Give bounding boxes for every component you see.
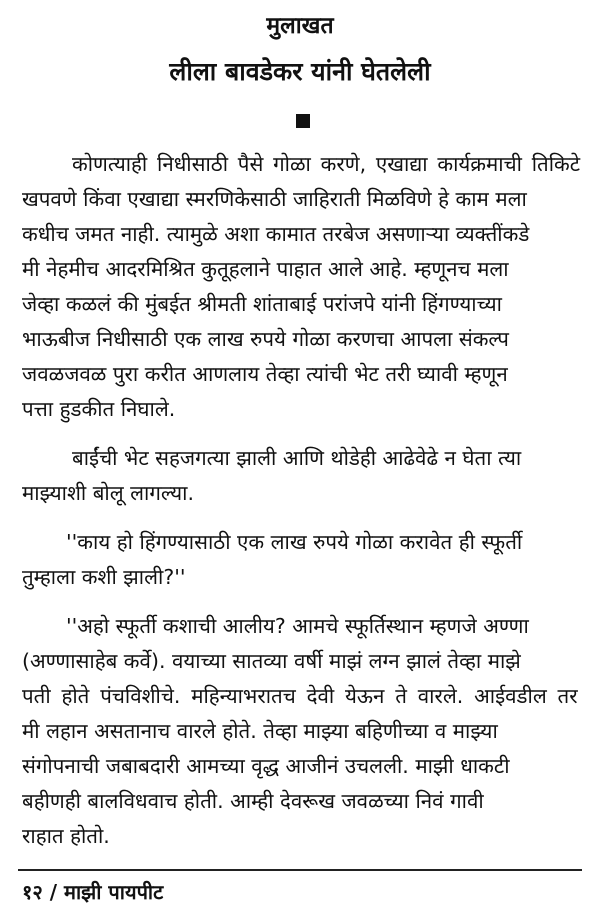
- body-line: कोणत्याही निधीसाठी पैसे गोळा करणे, एखाद्या कार्यक्रमाची तिकिटे: [72, 152, 581, 176]
- body-line: पती होते पंचविशीचे. महिन्याभरातच देवी येऊन ते वारले. आईवडील तर: [22, 684, 578, 708]
- body-line: भाऊबीज निधीसाठी एक लाख रुपये गोळा करणचा आपला संकल्प: [22, 327, 509, 351]
- body-line: खपवणे किंवा एखाद्या स्मरणिकेसाठी जाहिराती मिळविणे हे काम मला: [22, 187, 527, 211]
- page-title: मुलाखत: [266, 13, 334, 39]
- body-line: मी लहान असतानाच वारले होते. तेव्हा माझ्या बहिणीच्या व माझ्या: [22, 719, 498, 743]
- section-ornament: [296, 114, 310, 128]
- body-line: माझ्याशी बोलू लागल्या.: [22, 481, 194, 505]
- page-subtitle: लीला बावडेकर यांनी घेतलेली: [169, 57, 431, 86]
- body-line: मी नेहमीच आदरमिश्रित कुतूहलाने पाहात आले आहे. म्हणूनच मला: [22, 257, 509, 281]
- body-line: ''काय हो हिंगण्यासाठी एक लाख रुपये गोळा करावेत ही स्फूर्ती: [66, 530, 523, 554]
- body-line: (अण्णासाहेब कर्वे). वयाच्या सातव्या वर्षी माझं लग्न झालं तेव्हा माझे: [22, 649, 521, 673]
- footer-divider: [18, 869, 582, 871]
- body-line: जवळजवळ पुरा करीत आणलाय तेव्हा त्यांची भेट तरी घ्यावी म्हणून: [22, 362, 508, 386]
- body-line: बाईंची भेट सहजगत्या झाली आणि थोडेही आढेवेढे न घेता त्या: [72, 446, 522, 470]
- page-footer: १२ / माझी पायपीट: [22, 880, 164, 904]
- body-line: पत्ता हुडकीत निघाले.: [22, 397, 176, 421]
- body-line: राहात होतो.: [22, 824, 110, 848]
- body-line: जेव्हा कळलं की मुंबईत श्रीमती शांताबाई परांजपे यांनी हिंगण्याच्या: [22, 292, 502, 316]
- body-line: कधीच जमत नाही. त्यामुळे अशा कामात तरबेज असणाऱ्या व्यक्तींकडे: [22, 222, 530, 246]
- body-line: ''अहो स्फूर्ती कशाची आलीय? आमचे स्फूर्तिस्थान म्हणजे अण्णा: [66, 614, 529, 638]
- body-line: संगोपनाची जबाबदारी आमच्या वृद्ध आजीनं उचलली. माझी धाकटी: [22, 754, 510, 778]
- body-line: तुम्हाला कशी झाली?'': [22, 565, 186, 589]
- body-line: बहीणही बालविधवाच होती. आम्ही देवरूख जवळच्या निवं गावी: [22, 789, 484, 813]
